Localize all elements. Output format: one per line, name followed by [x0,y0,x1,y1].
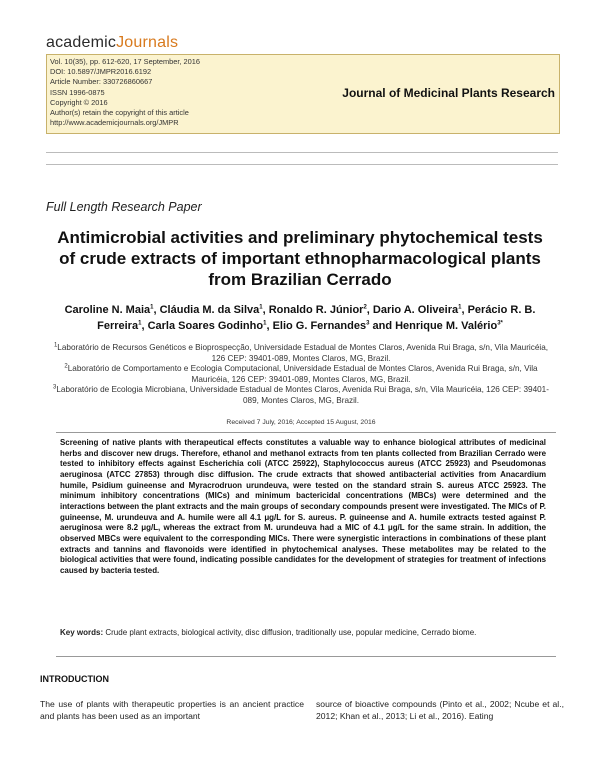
author-separator: , [366,304,373,316]
author-separator: and [369,320,396,332]
introduction-column-left: The use of plants with therapeutic properties is an ancient practice and plants has been used as an important [40,699,304,721]
author-name: Henrique M. Valério [395,320,498,332]
author-affiliation-mark: 1 [259,304,263,311]
meta-rights: Author(s) retain the copyright of this article [50,108,189,118]
keywords-text: Crude plant extracts, biological activity, disc diffusion, traditionally use, popular medicine, Cerrado biome. [105,628,477,637]
meta-issn: ISSN 1996-0875 [50,87,105,97]
author-list [40,302,560,334]
affiliation-text: Laboratório de Recursos Genéticos e Bioprospecção, Universidade Estadual de Montes Claros, Avenida Rui Braga, s/n, Vila Mauricéia, 126 CEP: 39401-089, Montes Claros, MG, Brazil. [57,343,549,363]
author-affiliation-mark: 3 [366,320,370,327]
introduction-heading: INTRODUCTION [40,674,109,684]
affiliation-text: Laboratório de Ecologia Microbiana, Universidade Estadual de Montes Claros, Avenida Rui Braga, s/n, Vila Mauricéia, 126 CEP: 39401-089, Montes Claros, MG, Brazil. [56,385,549,405]
author-affiliation-mark: 2 [363,304,367,311]
meta-url[interactable]: http://www.academicjournals.org/JMPR [50,118,179,128]
publisher-logo-prefix: academic [46,34,117,51]
received-accepted-dates: Received 7 July, 2016; Accepted 15 August, 2016 [226,419,376,426]
affiliation-item [46,343,556,364]
publisher-logo-accent: Journals [116,34,179,51]
meta-doi: DOI: 10.5897/JMPR2016.6192 [50,67,152,77]
affiliation-text: Laboratório de Comportamento e Ecologia Computacional, Universidade Estadual de Montes Claros, Avenida Rui Braga, s/n, Vila Mauricéia, 126 CEP: 39401-089, Montes Claros, MG, Brazil. [67,364,538,384]
meta-copyright: Copyright © 2016 [50,97,108,107]
author-separator: , [262,304,269,316]
author-name: Dario A. Oliveira [372,304,459,316]
author-name: Elio G. Fernandes [272,320,367,332]
author-affiliation-mark: 1 [150,304,154,311]
abstract-text: Screening of native plants with therapeutical effects constitutes a valuable way to enhance biological attributes of medicinal herbs and discover new drugs. Therefore, ethanol and methanol extracts from ten plants collected from Brazilian Cerrado were tested to inhibitory effects against Escherichia coli (ATCC 25922), Staphylococcus aureus (ATCC 25923) and Pseudomonas aeruginosa (ATCC 27853) through disc diffusion. The crude extracts that showed antibacterial activities from Anacardium humile, Psidium guineense and Myracrodruon urundeuva, were tested on the standard strain S. aureus ATCC 25923. The minimum inhibitory concentrations (MICs) and minimum bactericidal concentrations (MBCs) were determined and the interactions between the plant extracts and the main groups of secondary compounds present were investigated. The MICs of P. guineense, M. urundeuva and A. humile were all 4.1 μg/L for S. aureus. P. guineense and A. humile extracts tested against P. aeruginosa were 8.2 μg/L, whereas the extract from M. urundeuva had a MIC of 4.1 μg/L for the same strain. In addition, the observed MBCs were equivalent to the corresponding MICs. There were synergistic interactions in combinations of these plant extracts and tannins and flavonoids were identified in phytochemical analyses. These metabolites may be related to the biological activities that were found, indicating possible candidates for the development of strategies for treatment of infections caused by bacteria tested. [60,438,546,575]
affiliation-number: 3 [53,384,57,391]
author-affiliation-mark: 1 [263,320,267,327]
article-meta-lines [50,57,200,128]
article-meta-box [46,54,560,134]
author-affiliation-mark: 1 [138,320,142,327]
author-name: Cláudia M. da Silva [159,304,260,316]
affiliation-item [46,385,556,406]
keywords-label: Key words: [60,628,104,637]
author-separator: , [141,320,148,332]
abstract-section [56,432,556,657]
affiliation-list [46,343,556,406]
author-affiliation-mark: 3* [497,320,503,327]
keywords [60,628,546,639]
affiliation-number: 2 [64,363,68,370]
affiliation-item [46,364,556,385]
introduction-column-right: source of bioactive compounds (Pinto et al., 2002; Ncube et al., 2012; Khan et al., 2013; Li et al., 2016). Eating [316,699,564,721]
header-rule-top [46,152,558,153]
journal-name: Journal of Medicinal Plants Research [342,86,555,100]
header-rule-bottom [46,164,558,165]
author-separator: , [461,304,468,316]
author-name: Ronaldo R. Júnior [268,304,364,316]
author-separator: , [153,304,160,316]
publisher-logo [46,34,178,52]
paper-type: Full Length Research Paper [46,200,202,214]
author-separator: , [266,320,273,332]
author-name: Perácio R. B. Ferreira [97,304,536,332]
author-affiliation-mark: 1 [458,304,462,311]
author-name: Caroline N. Maia [64,304,151,316]
affiliation-number: 1 [53,342,58,349]
paper-title: Antimicrobial activities and preliminary phytochemical tests of crude extracts of important ethnopharmacological plants from Brazilian Cerrado [57,228,543,289]
author-name: Carla Soares Godinho [147,320,264,332]
meta-volume: Vol. 10(35), pp. 612-620, 17 September, 2016 [50,57,200,66]
meta-article-number: Article Number: 330726860667 [50,77,153,87]
